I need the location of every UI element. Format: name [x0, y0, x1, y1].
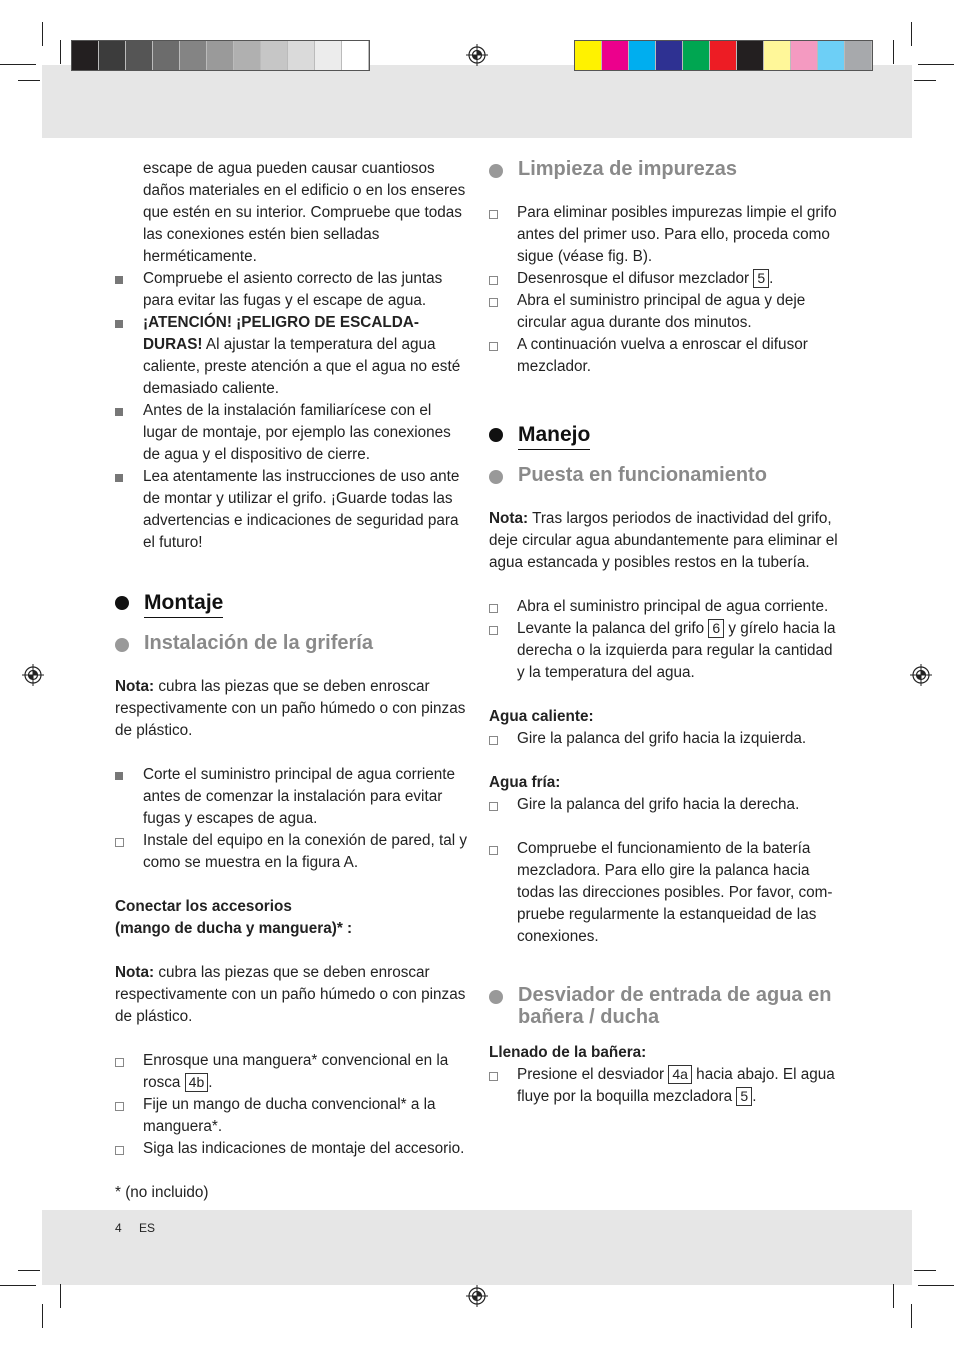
- crop-mark: [60, 1284, 61, 1308]
- note-paragraph: Nota: cubra las piezas que se deben enroscar respectivamente con un paño húmedo o con pinzas de plástico.: [115, 678, 466, 739]
- crop-mark: [914, 1270, 936, 1271]
- crop-mark: [60, 40, 61, 64]
- part-reference: 5: [753, 269, 769, 288]
- crop-mark: [918, 1285, 954, 1286]
- crop-mark: [0, 1285, 36, 1286]
- filled-circle-icon: [489, 428, 503, 442]
- step-text: Abra el suministro principal de agua y deje circular agua durante dos minutos.: [517, 292, 806, 331]
- step-item: [489, 794, 841, 816]
- step-text: A continuación vuelva a enroscar el difusor mezclador.: [517, 336, 808, 375]
- filled-circle-icon: [115, 596, 129, 610]
- checkbox-bullet-icon: [489, 276, 498, 285]
- left-column: [115, 158, 467, 1204]
- checkbox-bullet-icon: [489, 210, 498, 219]
- gray-circle-icon: [489, 990, 503, 1004]
- page-footer: [115, 1221, 169, 1235]
- step-item: [489, 334, 841, 378]
- subsection-heading-desviador: Desviador de entrada de agua en bañera / ducha: [489, 984, 841, 1028]
- step-item: [489, 202, 841, 268]
- list-item-text: Al ajustar la temperatura del agua caliente, preste atención a que el agua no esté demasiado caliente.: [143, 336, 461, 397]
- crop-mark: [42, 1304, 43, 1328]
- warning-label: ¡ATENCIÓN! ¡PELIGRO DE ESCALDADURAS!: [143, 314, 419, 353]
- list-item: [115, 764, 467, 830]
- step-text: Gire la palanca del grifo hacia la derecha.: [517, 796, 800, 813]
- crop-mark: [18, 80, 40, 81]
- step-text: Instale del equipo en la conexión de pared, tal y como se muestra en la figura A.: [143, 832, 468, 871]
- gray-swatch: [342, 41, 369, 70]
- continued-paragraph: [115, 158, 467, 268]
- part-reference: 4b: [185, 1073, 209, 1092]
- crop-mark: [18, 1270, 40, 1271]
- checkbox-bullet-icon: [115, 838, 124, 847]
- registration-mark-icon: [910, 664, 932, 686]
- subheading-conectar: Conectar los accesorios (mango de ducha y manguera)* :: [115, 898, 353, 937]
- checkbox-bullet-icon: [489, 1072, 498, 1081]
- section-heading-montaje: Montaje: [115, 590, 467, 618]
- color-swatch: [818, 41, 845, 70]
- list-item: [115, 312, 467, 400]
- checkbox-bullet-icon: [489, 298, 498, 307]
- checkbox-bullet-icon: [489, 736, 498, 745]
- list-item-text: Antes de la instalación familiarícese con el lugar de montaje, por ejemplo las conexiones de agua y el dispositivo de cierre.: [143, 402, 451, 463]
- subsection-heading-limpieza: Limpieza de impurezas: [489, 158, 841, 180]
- checkbox-bullet-icon: [115, 1146, 124, 1155]
- gray-swatch: [180, 41, 207, 70]
- checkbox-bullet-icon: [489, 604, 498, 613]
- crop-mark: [911, 1304, 912, 1328]
- gray-circle-icon: [489, 470, 503, 484]
- page-number: 4: [115, 1221, 122, 1235]
- part-reference: 6: [708, 619, 724, 638]
- crop-mark: [893, 1284, 894, 1308]
- crop-mark: [893, 40, 894, 64]
- language-code: ES: [139, 1221, 156, 1235]
- right-column: [489, 158, 841, 1108]
- note-label: Nota:: [115, 964, 155, 981]
- gray-swatch: [288, 41, 315, 70]
- step-item: Levante la palanca del grifo 6 y gírelo hacia la derecha o la izquierda para regular la cantidad y la temperatura del agua.: [489, 618, 841, 684]
- header-band: [42, 65, 912, 138]
- crop-mark: [0, 64, 36, 65]
- subsection-heading-puesta: Puesta en funcionamiento: [489, 464, 841, 486]
- color-swatch: [602, 41, 629, 70]
- color-swatch: [683, 41, 710, 70]
- gray-circle-icon: [115, 638, 129, 652]
- color-swatch: [845, 41, 872, 70]
- part-reference: 5: [736, 1087, 752, 1106]
- step-text: Para eliminar posibles impurezas limpie el grifo antes del primer uso. Para ello, proceda como sigue (véase fig. B).: [517, 204, 837, 265]
- gray-circle-icon: [489, 164, 503, 178]
- step-text: Fije un mango de ducha convencional* a la manguera*.: [143, 1096, 436, 1135]
- process-color-bar: [574, 40, 873, 71]
- note-label: Nota:: [489, 510, 529, 527]
- note-paragraph: Nota: Tras largos periodos de inactividad del grifo, deje circular agua abundantemente para eliminar el agua estancada y posibles restos en la tubería.: [489, 510, 838, 571]
- filled-square-bullet-icon: [115, 474, 123, 482]
- step-item: Enrosque una manguera* convencional en la rosca 4b .: [115, 1050, 467, 1094]
- subheading-agua-fria: Agua fría:: [489, 774, 561, 791]
- list-item-text: Lea atentamente las instrucciones de uso ante de montar y utilizar el grifo. ¡Guarde todas las advertencias e indicaciones de seguridad para el futuro!: [143, 468, 460, 551]
- crop-mark: [914, 80, 936, 81]
- color-swatch: [575, 41, 602, 70]
- gray-swatch: [126, 41, 153, 70]
- crop-mark: [918, 64, 954, 65]
- color-swatch: [791, 41, 818, 70]
- checkbox-bullet-icon: [489, 802, 498, 811]
- filled-square-bullet-icon: [115, 320, 123, 328]
- step-text: Siga las indicaciones de montaje del accesorio.: [143, 1140, 465, 1157]
- gray-swatch: [315, 41, 342, 70]
- note-label: Nota:: [115, 678, 155, 695]
- step-item: [115, 1138, 467, 1160]
- list-item: [115, 268, 467, 312]
- grayscale-color-bar: [71, 40, 370, 71]
- crop-mark: [42, 22, 43, 46]
- checkbox-bullet-icon: [489, 626, 498, 635]
- gray-swatch: [72, 41, 99, 70]
- step-item: [489, 728, 841, 750]
- filled-square-bullet-icon: [115, 772, 123, 780]
- color-swatch: [764, 41, 791, 70]
- subsection-heading-instalacion: Instalación de la grifería: [115, 632, 467, 654]
- color-swatch: [629, 41, 656, 70]
- checkbox-bullet-icon: [115, 1102, 124, 1111]
- step-item: [115, 830, 467, 874]
- list-item-text: Corte el suministro principal de agua corriente antes de comenzar la instalación para evitar fugas y escapes de agua.: [143, 766, 456, 827]
- paragraph-text: escape de agua pueden causar cuantiosos daños materiales en el edificio o en los enseres que estén en su interior. Compruebe que todas las conexiones estén bien selladas herméticamente.: [143, 160, 466, 265]
- footnote: * (no incluido): [115, 1184, 209, 1201]
- gray-swatch: [99, 41, 126, 70]
- filled-square-bullet-icon: [115, 276, 123, 284]
- step-text: Gire la palanca del grifo hacia la izquierda.: [517, 730, 807, 747]
- step-item: Desenrosque el difusor mezclador 5 .: [489, 268, 841, 290]
- checkbox-bullet-icon: [489, 846, 498, 855]
- subheading-agua-caliente: Agua caliente:: [489, 708, 594, 725]
- checkbox-bullet-icon: [115, 1058, 124, 1067]
- subheading-llenado: Llenado de la bañera:: [489, 1044, 647, 1061]
- gray-swatch: [234, 41, 261, 70]
- step-item: [115, 1094, 467, 1138]
- color-swatch: [710, 41, 737, 70]
- color-swatch: [737, 41, 764, 70]
- part-reference: 4a: [668, 1065, 692, 1084]
- step-item: [489, 838, 841, 948]
- registration-mark-icon: [22, 664, 44, 686]
- color-swatch: [656, 41, 683, 70]
- registration-mark-icon: [466, 44, 488, 66]
- gray-swatch: [153, 41, 180, 70]
- gray-swatch: [261, 41, 288, 70]
- section-heading-manejo: Manejo: [489, 422, 841, 450]
- list-item-text: Compruebe el asiento correcto de las juntas para evitar las fugas y el escape de agua.: [143, 270, 443, 309]
- footer-band: [42, 1210, 912, 1285]
- gray-swatch: [207, 41, 234, 70]
- step-text: Abra el suministro principal de agua corriente.: [517, 598, 829, 615]
- note-paragraph: Nota: cubra las piezas que se deben enroscar respectivamente con un paño húmedo o con pinzas de plástico.: [115, 964, 466, 1025]
- list-item: [115, 466, 467, 554]
- step-item: [489, 596, 841, 618]
- registration-mark-icon: [466, 1285, 488, 1307]
- filled-square-bullet-icon: [115, 408, 123, 416]
- step-text: Compruebe el funcionamiento de la batería mezcladora. Para ello gire la palanca hacia todas las direcciones posibles. Por favor, compruebe regularmente la estanqueidad de las conexiones.: [517, 840, 833, 945]
- checkbox-bullet-icon: [489, 342, 498, 351]
- crop-mark: [911, 22, 912, 46]
- step-item: Presione el desviador 4a hacia abajo. El agua fluye por la boquilla mezcladora 5 .: [489, 1064, 841, 1108]
- step-item: [489, 290, 841, 334]
- list-item: [115, 400, 467, 466]
